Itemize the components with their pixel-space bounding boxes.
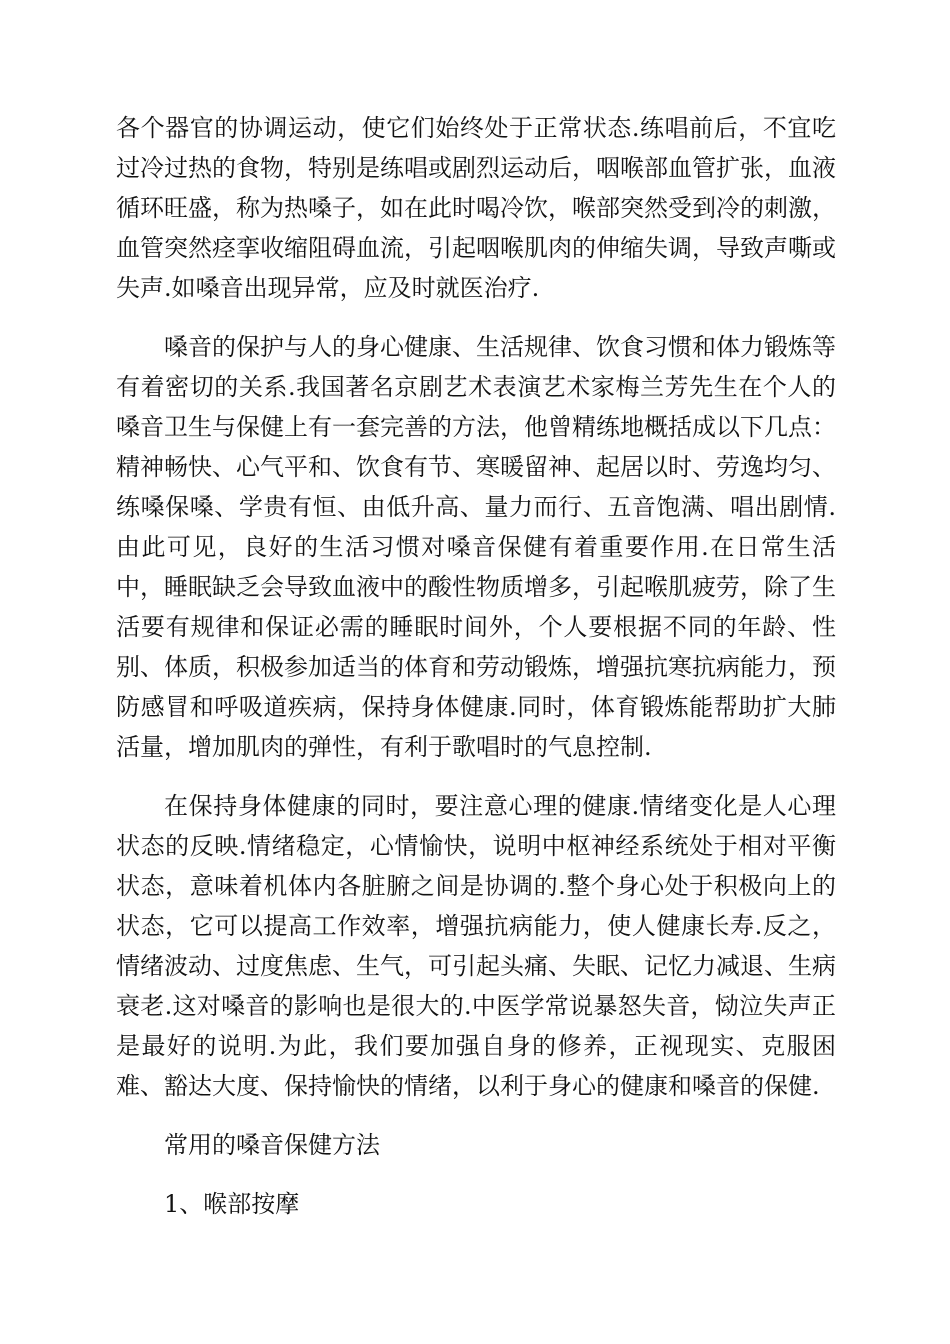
section-heading: 常用的嗓音保健方法 <box>164 1131 380 1159</box>
paragraph-mental-health: 在保持身体健康的同时，要注意心理的健康.情绪变化是人心理状态的反映.情绪稳定，心情愉快，说明中枢神经系统处于相对平衡状态，意味着机体内各脏腑之间是协调的.整个身心处于积极向上的状态，它可以提高工作效率，增强抗病能力，使人健康长寿.反之，情绪波动、过度焦虑、生气，可引起头痛、失眠、记忆力减退、生病衰老.这对嗓音的影响也是很大的.中医学常说暴怒失音，恸泣失声正是最好的说明.为此，我们要加强自身的修养，正视现实、克服困难、豁达大度、保持愉快的情绪，以利于身心的健康和嗓音的保健. <box>116 792 836 1100</box>
paragraph-continuation: 各个器官的协调运动，使它们始终处于正常状态.练唱前后，不宜吃过冷过热的食物，特别是练唱或剧烈运动后，咽喉部血管扩张，血液循环旺盛，称为热嗓子，如在此时喝冷饮，喉部突然受到冷的刺激，血管突然痉挛收缩阻碍血流，引起咽喉肌肉的伸缩失调，导致声嘶或失声.如嗓音出现异常，应及时就医治疗. <box>116 114 836 302</box>
paragraph-voice-protection: 嗓音的保护与人的身心健康、生活规律、饮食习惯和体力锻炼等有着密切的关系.我国著名京剧艺术表演艺术家梅兰芳先生在个人的嗓音卫生与保健上有一套完善的方法，他曾精练地概括成以下几点：精神畅快、心气平和、饮食有节、寒暖留神、起居以时、劳逸均匀、练嗓保嗓、学贵有恒、由低升高、量力而行、五音饱满、唱出剧情.由此可见，良好的生活习惯对嗓音保健有着重要作用.在日常生活中，睡眠缺乏会导致血液中的酸性物质增多，引起喉肌疲劳，除了生活要有规律和保证必需的睡眠时间外，个人要根据不同的年龄、性别、体质，积极参加适当的体育和劳动锻炼，增强抗寒抗病能力，预防感冒和呼吸道疾病，保持身体健康.同时，体育锻炼能帮助扩大肺活量，增加肌肉的弹性，有利于歌唱时的气息控制. <box>116 333 836 761</box>
document-body <box>116 108 836 1243</box>
list-item-throat-massage: 1、喉部按摩 <box>164 1190 300 1218</box>
